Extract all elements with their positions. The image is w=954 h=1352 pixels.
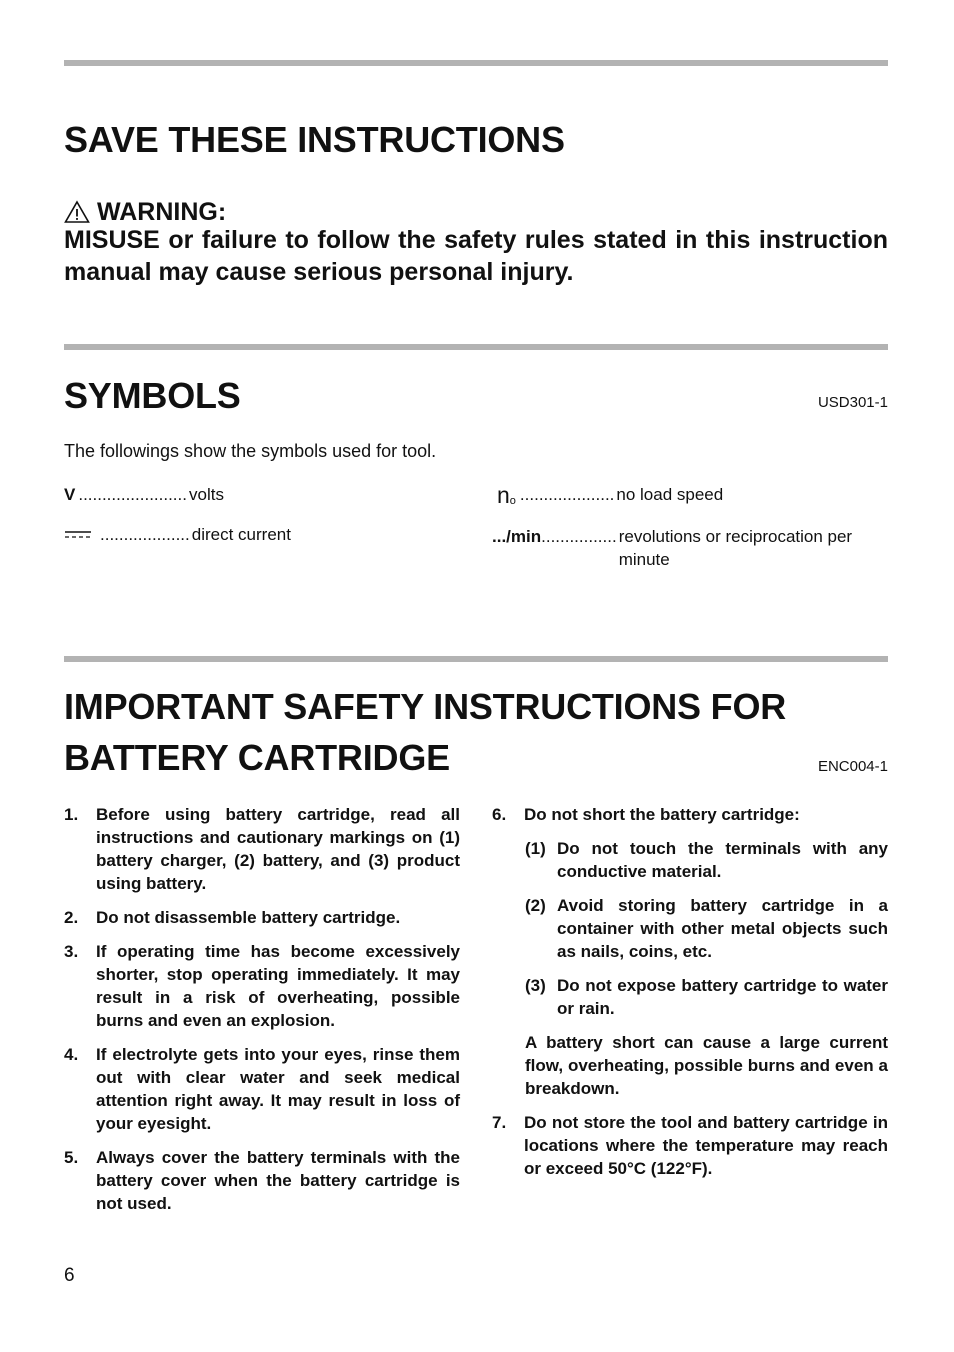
dc-symbol-icon xyxy=(64,525,94,545)
list-item: 4. If electrolyte gets into your eyes, rinse them out with clear water and seek medical attention right away. It may result in loss of your eyesight. xyxy=(64,1045,460,1133)
symbols-intro: The followings show the symbols used for tool. xyxy=(64,441,437,461)
sub-list xyxy=(525,837,888,1100)
symbols-heading: SYMBOLS xyxy=(64,375,241,416)
symbol-n-subscript: o xyxy=(509,495,516,507)
symbol-v: V xyxy=(64,485,76,504)
page-number: 6 xyxy=(64,1265,75,1286)
battery-list-left xyxy=(64,803,460,1226)
sub-list-item: (2) Avoid storing battery cartridge in a container with other metal objects such as nails, coins, etc. xyxy=(525,896,888,961)
symbol-meaning: direct current xyxy=(191,525,291,544)
warning-label xyxy=(64,197,226,227)
battery-heading-line2: BATTERY CARTRIDGE xyxy=(64,737,450,778)
list-item: 6. Do not short the battery cartridge: xyxy=(492,805,800,824)
symbol-meaning: revolutions or reciprocation per minute xyxy=(618,527,853,569)
list-item: 3. If operating time has become excessively shorter, stop operating immediately. It may result in a risk of overheating, possible burns and even an explosion. xyxy=(64,942,460,1030)
symbol-dots: ................... xyxy=(100,525,190,544)
symbol-row-volts xyxy=(64,485,224,505)
symbol-n: n xyxy=(497,482,510,508)
section-divider xyxy=(64,60,888,66)
section-divider xyxy=(64,344,888,350)
symbol-dots: .................... xyxy=(519,485,615,504)
save-instructions-heading: SAVE THESE INSTRUCTIONS xyxy=(64,119,565,160)
symbol-row-per-minute xyxy=(492,525,881,571)
warning-triangle-icon xyxy=(64,200,90,224)
battery-heading-line1: IMPORTANT SAFETY INSTRUCTIONS FOR xyxy=(64,686,787,727)
battery-list-right xyxy=(492,803,888,1191)
symbol-per-min: .../min xyxy=(492,527,542,546)
symbol-row-no-load-speed xyxy=(497,483,723,507)
section-divider xyxy=(64,656,888,662)
list-item: 7. Do not store the tool and battery cartridge in locations where the temperature may reach or exceed 50°C (122°F). xyxy=(492,1113,888,1178)
list-item: 1. Before using battery cartridge, read all instructions and cautionary markings on (1) battery charger, (2) battery, and (3) product using battery. xyxy=(64,805,460,893)
symbols-code: USD301-1 xyxy=(817,394,888,411)
symbol-row-direct-current xyxy=(64,525,291,545)
warning-label-text: WARNING: xyxy=(97,198,227,226)
sub-list-item: (1) Do not touch the terminals with any conductive material. xyxy=(525,839,888,881)
symbol-dots: ................ xyxy=(541,527,617,546)
list-item: 5. Always cover the battery terminals with the battery cover when the battery cartridge is not used. xyxy=(64,1148,460,1213)
symbol-meaning: no load speed xyxy=(616,485,724,504)
battery-code: ENC004-1 xyxy=(817,758,888,775)
warning-text: MISUSE or failure to follow the safety rules stated in this instruction manual may cause serious personal injury. xyxy=(64,226,888,286)
short-circuit-note: A battery short can cause a large current flow, overheating, possible burns and even a breakdown. xyxy=(525,1033,888,1098)
list-item: 2. Do not disassemble battery cartridge. xyxy=(64,908,401,927)
symbol-dots: ....................... xyxy=(78,485,187,504)
sub-list-item: (3) Do not expose battery cartridge to water or rain. xyxy=(525,976,888,1018)
symbol-meaning: volts xyxy=(188,485,224,504)
